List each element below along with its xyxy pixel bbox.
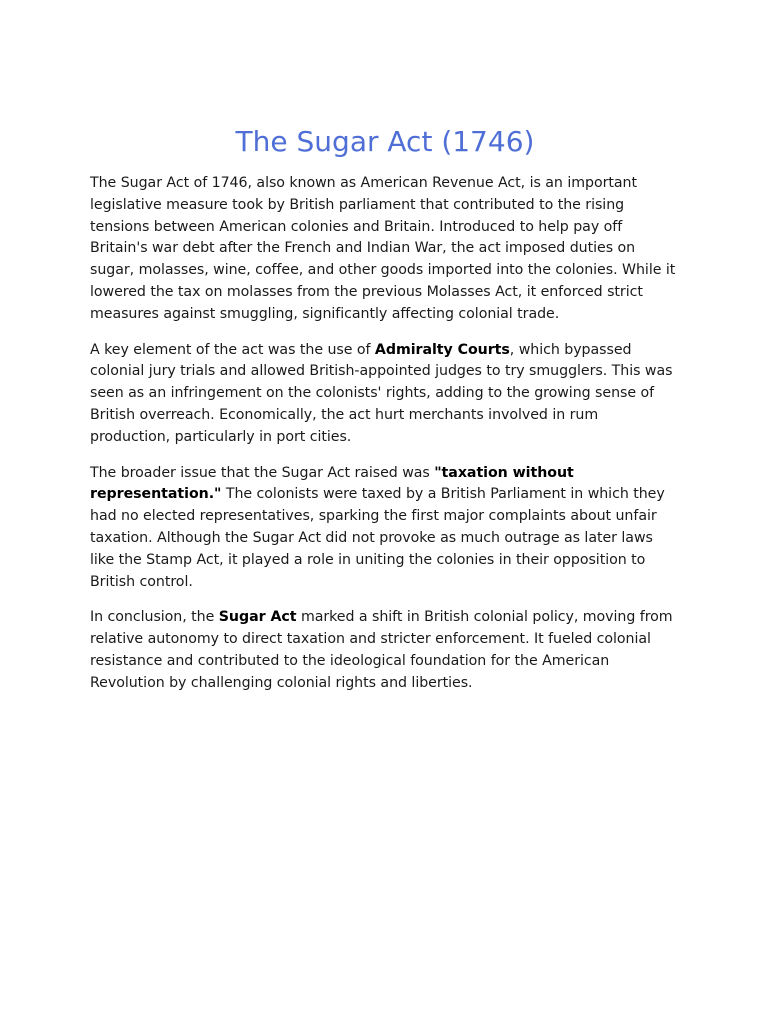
page-title: The Sugar Act (1746)	[235, 125, 535, 158]
paragraph-text: The broader issue that the Sugar Act raised was	[90, 464, 435, 481]
paragraph-admiralty-courts	[90, 340, 680, 449]
bold-term-taxation-without-representation: "taxation without representation."	[90, 464, 574, 503]
document-page	[90, 122, 680, 709]
paragraph-intro-text: The Sugar Act of 1746, also known as American Revenue Act, is an important legislative measure took by British parliament that contributed to the rising tensions between American colonies and Britain. Introduced to help pay off Britain's war debt after the French and Indian War, the act imposed duties on sugar, molasses, wine, coffee, and other goods imported into the colonies. While it lowered the tax on molasses from the previous Molasses Act, it enforced strict measures against smuggling, significantly affecting colonial trade.	[90, 175, 676, 322]
paragraph-taxation	[90, 463, 680, 594]
paragraph-text: , which bypassed colonial jury trials and allowed British-appointed judges to try smugglers. This was seen as an infringement on the colonists' rights, adding to the growing sense of British overreach. Economically, the act hurt merchants involved in rum production, particularly in port cities.	[90, 341, 673, 445]
paragraph-conclusion	[90, 607, 680, 694]
bold-term-admiralty-courts: Admiralty Courts	[374, 341, 510, 358]
paragraph-intro	[90, 173, 680, 326]
bold-term-sugar-act: Sugar Act	[218, 609, 297, 626]
paragraph-text: marked a shift in British colonial policy, moving from relative autonomy to direct taxation and stricter enforcement. It fueled colonial resistance and contributed to the ideological foundation for the American Revolution by challenging colonial rights and liberties.	[90, 609, 673, 691]
paragraph-text: The colonists were taxed by a British Parliament in which they had no elected representatives, sparking the first major complaints about unfair taxation. Although the Sugar Act did not provoke as much outrage as later laws like the Stamp Act, it played a role in uniting the colonies in their opposition to British control.	[90, 486, 665, 590]
paragraph-text: In conclusion, the	[90, 609, 219, 626]
paragraph-text: A key element of the act was the use of	[90, 341, 375, 358]
